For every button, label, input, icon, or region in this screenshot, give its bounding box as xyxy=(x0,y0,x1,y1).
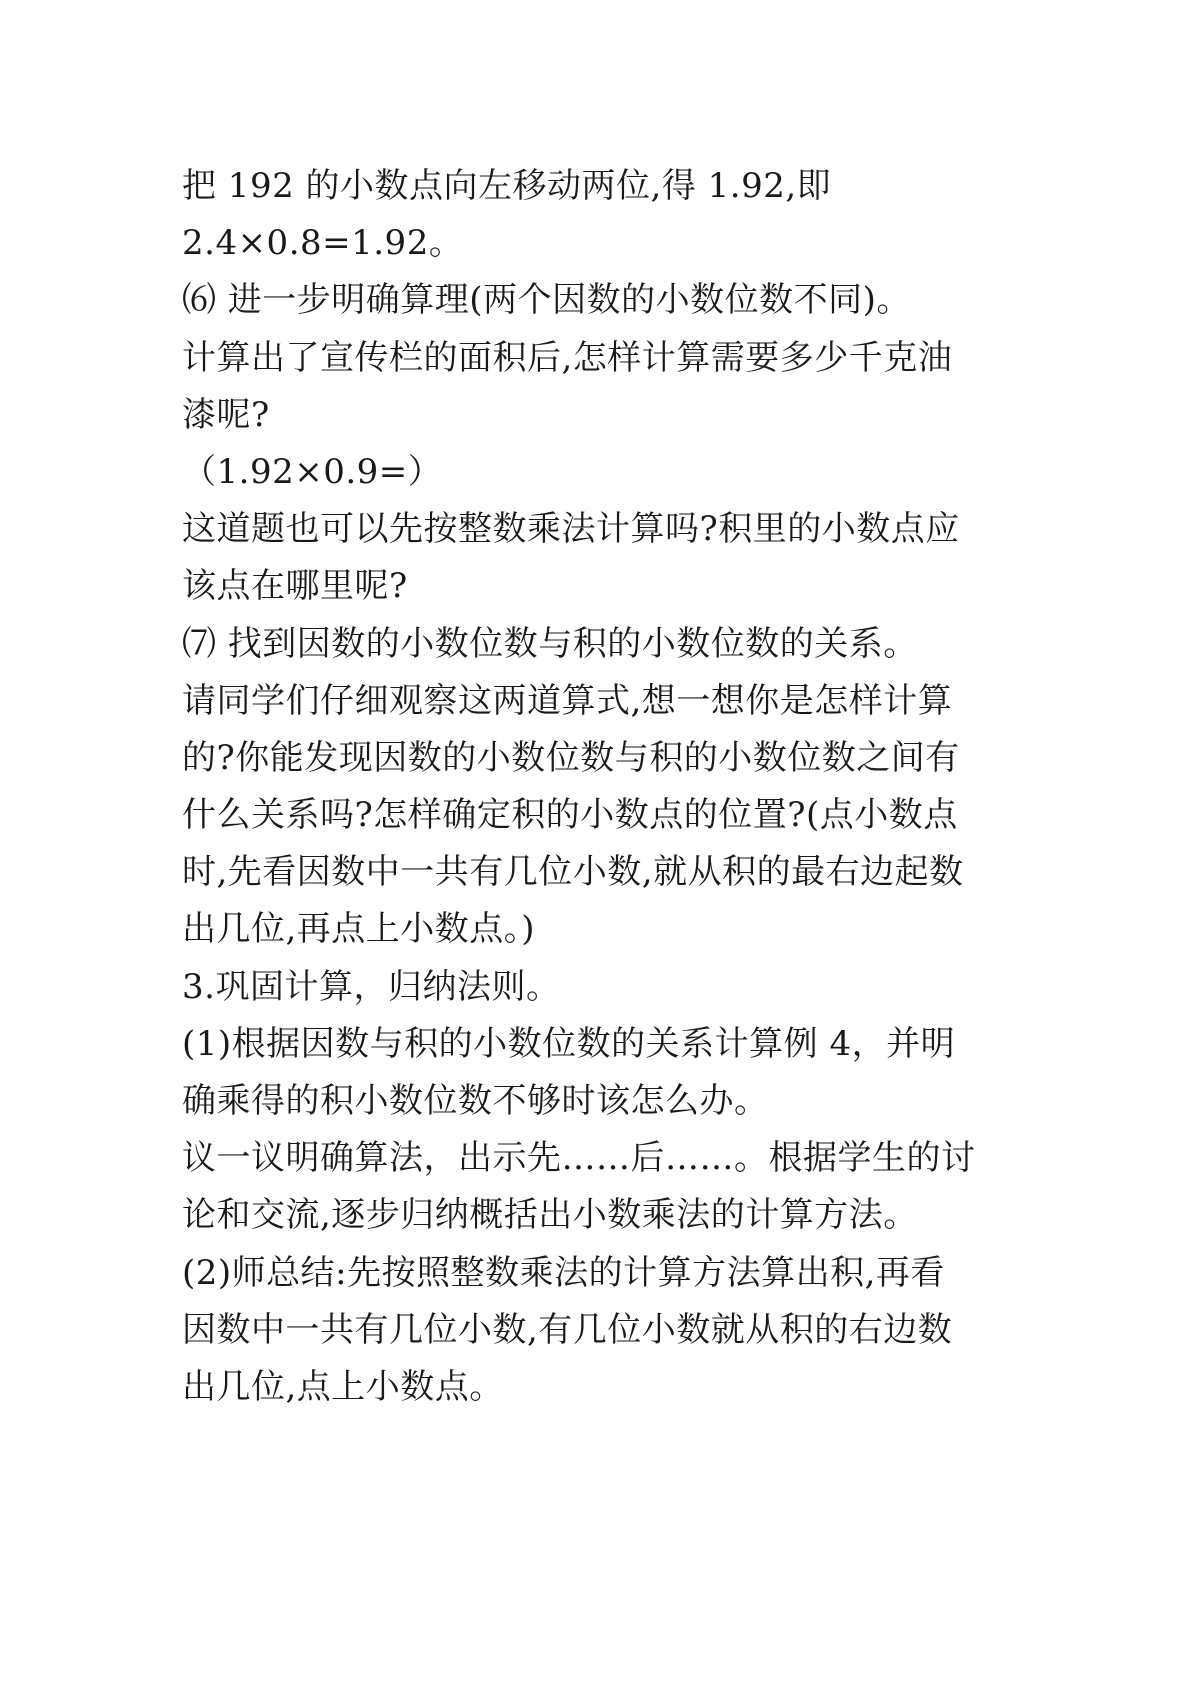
text-line: 的?你能发现因数的小数位数与积的小数位数之间有 xyxy=(182,737,960,778)
text-line: 计算出了宣传栏的面积后,怎样计算需要多少千克油 xyxy=(182,337,953,378)
text-line: (2)师总结:先按照整数乘法的计算方法算出积,再看 xyxy=(182,1252,945,1293)
text-line: 该点在哪里呢? xyxy=(182,566,408,607)
text-line: 议一议明确算法，出示先……后……。根据学生的讨 xyxy=(182,1138,976,1179)
body-text xyxy=(182,158,1022,1416)
text-line: 2.4×0.8=1.92。 xyxy=(182,223,464,264)
text-line: (1)根据因数与积的小数位数的关系计算例 4，并明 xyxy=(182,1023,956,1064)
text-line: ⑹ 进一步明确算理(两个因数的小数位数不同)。 xyxy=(182,280,911,321)
text-line: 3.巩固计算，归纳法则。 xyxy=(182,966,561,1007)
text-line: 论和交流,逐步归纳概括出小数乘法的计算方法。 xyxy=(182,1195,918,1236)
text-line: 出几位,点上小数点。 xyxy=(182,1366,504,1407)
text-line: 确乘得的积小数位数不够时该怎么办。 xyxy=(182,1081,769,1121)
text-line: 因数中一共有几位小数,有几位小数就从积的右边数 xyxy=(182,1309,953,1350)
text-line: 时,先看因数中一共有几位小数,就从积的最右边起数 xyxy=(182,852,964,893)
text-line: 什么关系吗?怎样确定积的小数点的位置?(点小数点 xyxy=(182,795,958,836)
text-line: ⑺ 找到因数的小数位数与积的小数位数的关系。 xyxy=(182,623,918,664)
text-line: 出几位,再点上小数点。) xyxy=(182,909,536,950)
text-line: 漆呢? xyxy=(182,394,270,435)
text-line: 这道题也可以先按整数乘法计算吗?积里的小数点应 xyxy=(182,509,960,550)
text-line: 把 192 的小数点向左移动两位,得 1.92,即 xyxy=(182,166,832,206)
text-line: （1.92×0.9=） xyxy=(182,451,443,492)
text-line: 请同学们仔细观察这两道算式,想一想你是怎样计算 xyxy=(182,680,953,721)
